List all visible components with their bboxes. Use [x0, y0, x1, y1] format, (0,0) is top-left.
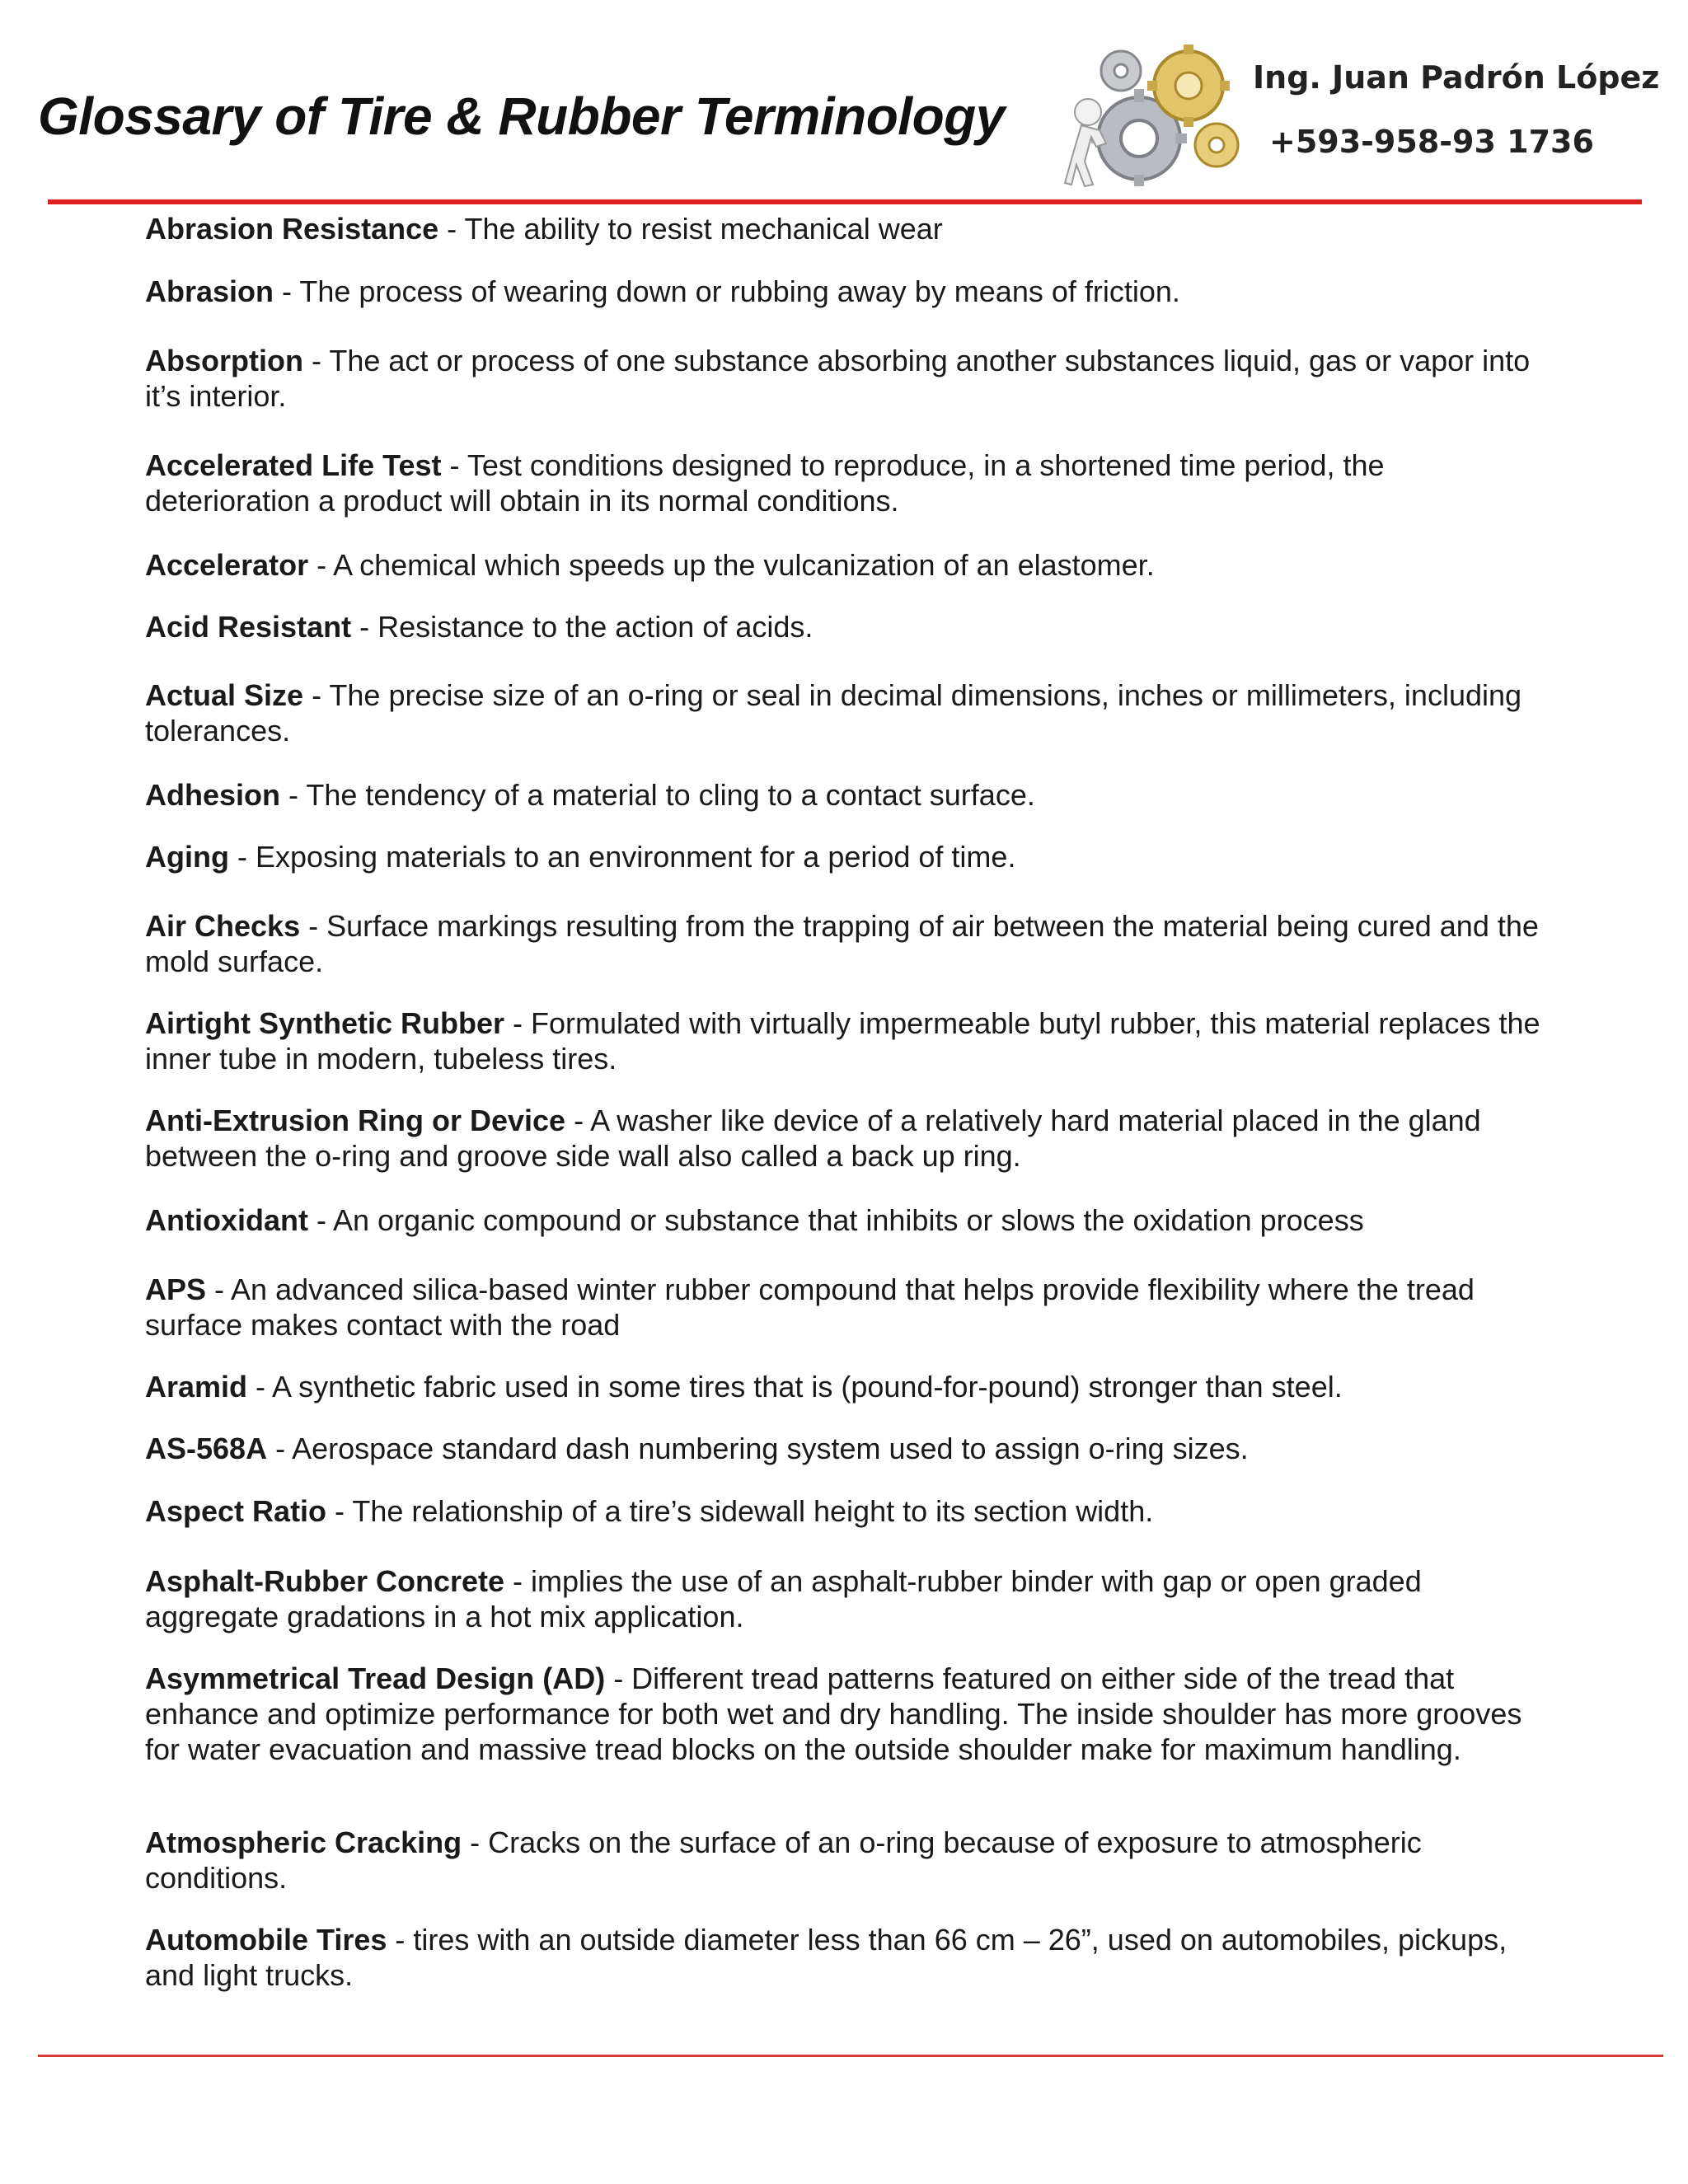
glossary-entry [145, 1493, 1546, 1529]
glossary-definition: - The relationship of a tire’s sidewall height to its section width. [326, 1494, 1154, 1528]
glossary-definition: - Exposing materials to an environment for a period of time. [228, 840, 1016, 874]
glossary-entry [145, 211, 1546, 246]
author-name: Ing. Juan Padrón López [1253, 59, 1660, 96]
small-gear-icon [1195, 124, 1238, 166]
glossary-entry [145, 1825, 1546, 1896]
glossary-term: Actual Size [145, 678, 304, 712]
glossary-entry [145, 839, 1546, 874]
glossary-entry [145, 448, 1546, 518]
author-phone: +593-958-93 1736 [1269, 124, 1594, 160]
glossary-term: Adhesion [145, 778, 281, 812]
glossary-definition: - The tendency of a material to cling to a contact surface. [280, 778, 1035, 812]
glossary-definition: - Cracks on the surface of an o-ring because of exposure to atmospheric conditions. [145, 1825, 1422, 1895]
glossary-entry [145, 1103, 1546, 1174]
glossary-entry [145, 1922, 1546, 1993]
glossary-entry [145, 677, 1546, 748]
glossary-term: Antioxidant [145, 1203, 308, 1237]
glossary-term: Accelerator [145, 548, 309, 582]
glossary-term: Abrasion [145, 274, 274, 308]
glossary-entry [145, 1369, 1546, 1404]
glossary-term: Aging [145, 840, 229, 874]
glossary-definition: - implies the use of an asphalt-rubber binder with gap or open graded aggregate gradations in a hot mix application. [145, 1564, 1422, 1633]
glossary-term: Airtight Synthetic Rubber [145, 1006, 505, 1040]
glossary-definition: - Test conditions designed to reproduce, in a shortened time period, the deterioration a product will obtain in its normal conditions. [145, 448, 1385, 518]
glossary-term: Asymmetrical Tread Design (AD) [145, 1661, 606, 1695]
glossary-term: Absorption [145, 344, 303, 377]
glossary-term: Asphalt-Rubber Concrete [145, 1564, 505, 1598]
gears-figure-logo-icon [1063, 38, 1250, 190]
glossary-entry [145, 1661, 1546, 1767]
glossary-entry [145, 1202, 1546, 1238]
glossary-definition: - A synthetic fabric used in some tires that is (pound-for-pound) stronger than steel. [247, 1370, 1343, 1404]
glossary-definition: - The ability to resist mechanical wear [438, 212, 943, 246]
glossary-term: Atmospheric Cracking [145, 1825, 462, 1859]
glossary-definition: - The act or process of one substance absorbing another substances liquid, gas or vapor into it’s interior. [145, 344, 1531, 413]
glossary-term: Automobile Tires [145, 1923, 387, 1957]
glossary-definition: - An advanced silica-based winter rubber compound that helps provide flexibility where the tread surface makes contact with the road [145, 1272, 1475, 1342]
glossary-definition: - Surface markings resulting from the trapping of air between the material being cured and the mold surface. [145, 909, 1539, 978]
glossary-entry [145, 1005, 1546, 1076]
glossary-definition: - The process of wearing down or rubbing away by means of friction. [274, 274, 1180, 308]
glossary-definition: - A washer like device of a relatively hard material placed in the gland between the o-ring and groove side wall also called a back up ring. [145, 1104, 1481, 1173]
glossary-term: Air Checks [145, 909, 301, 943]
glossary-entry [145, 777, 1546, 813]
glossary-definition: - Resistance to the action of acids. [351, 610, 814, 644]
glossary-entry [145, 1563, 1546, 1634]
glossary-entry [145, 908, 1546, 979]
glossary-definition: - Different tread patterns featured on either side of the tread that enhance and optimize performance for both wet and dry handling. The inside shoulder has more grooves for water evacuation and massive tread blocks on the outside shoulder make for maximum handling. [145, 1661, 1522, 1766]
glossary-definition: - Formulated with virtually impermeable butyl rubber, this material replaces the inner tube in modern, tubeless tires. [145, 1006, 1540, 1076]
glossary-entry [145, 1272, 1546, 1343]
glossary-term: Aspect Ratio [145, 1494, 327, 1528]
glossary-entry [145, 547, 1546, 583]
glossary-definition: - Aerospace standard dash numbering system used to assign o-ring sizes. [267, 1432, 1249, 1465]
glossary-term: Acid Resistant [145, 610, 352, 644]
glossary-term: Accelerated Life Test [145, 448, 442, 482]
glossary-term: Abrasion Resistance [145, 212, 439, 246]
glossary-term: Anti-Extrusion Ring or Device [145, 1104, 566, 1137]
glossary-term: Aramid [145, 1370, 248, 1404]
glossary-term: APS [145, 1272, 207, 1306]
header-divider [48, 199, 1642, 204]
glossary-entry [145, 609, 1546, 644]
glossary-entry [145, 274, 1546, 309]
glossary-definition: - An organic compound or substance that inhibits or slows the oxidation process [307, 1203, 1364, 1237]
page-title: Glossary of Tire & Rubber Terminology [38, 87, 1005, 146]
glossary-definition: - The precise size of an o-ring or seal in decimal dimensions, inches or millimeters, including tolerances. [145, 678, 1522, 748]
glossary-entry [145, 1431, 1546, 1466]
glossary-definition: - tires with an outside diameter less than 66 cm – 26”, used on automobiles, pickups, and light trucks. [145, 1923, 1507, 1992]
footer-divider [38, 2055, 1663, 2057]
figure-icon [1065, 99, 1106, 186]
glossary-entry [145, 343, 1546, 414]
glossary-definition: - A chemical which speeds up the vulcanization of an elastomer. [308, 548, 1155, 582]
glossary-term: AS-568A [145, 1432, 268, 1465]
